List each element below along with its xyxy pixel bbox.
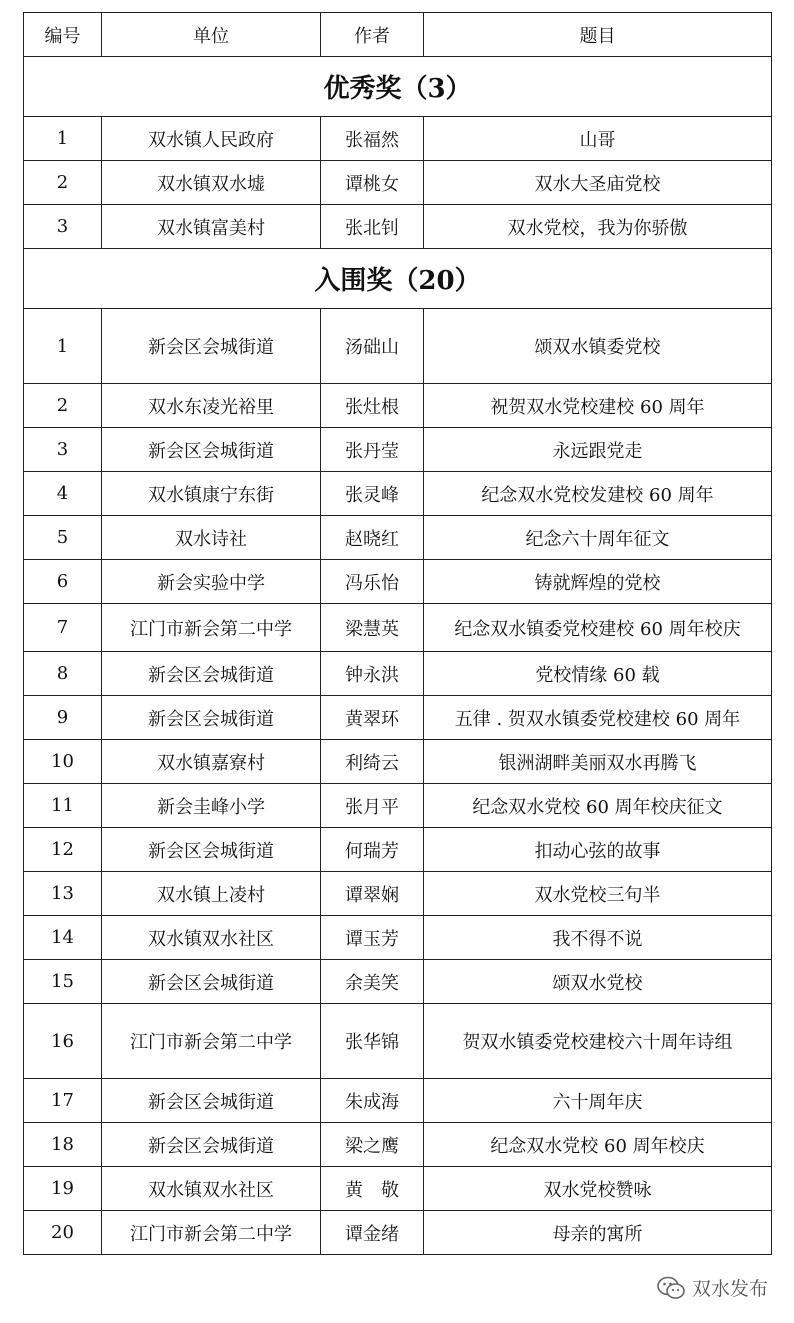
- cell-no: 6: [24, 560, 102, 604]
- cell-author: 冯乐怡: [321, 560, 424, 604]
- cell-unit: 双水镇双水社区: [102, 1167, 321, 1211]
- cell-no: 2: [24, 161, 102, 205]
- cell-no: 20: [24, 1211, 102, 1255]
- cell-no: 10: [24, 740, 102, 784]
- section-heading: 入围奖（20）: [24, 249, 772, 309]
- cell-author: 谭玉芳: [321, 916, 424, 960]
- header-no: 编号: [24, 13, 102, 57]
- cell-unit: 双水镇富美村: [102, 205, 321, 249]
- cell-unit: 江门市新会第二中学: [102, 1211, 321, 1255]
- cell-no: 12: [24, 828, 102, 872]
- cell-unit: 双水镇康宁东街: [102, 472, 321, 516]
- award-table: [23, 12, 772, 1255]
- cell-author: 张福然: [321, 117, 424, 161]
- cell-title: 双水党校三句半: [424, 872, 772, 916]
- table-row: [24, 696, 772, 740]
- table-row: [24, 784, 772, 828]
- cell-title: 祝贺双水党校建校 60 周年: [424, 384, 772, 428]
- table-row: [24, 560, 772, 604]
- cell-unit: 新会圭峰小学: [102, 784, 321, 828]
- cell-no: 11: [24, 784, 102, 828]
- cell-author: 黄翠环: [321, 696, 424, 740]
- cell-unit: 新会区会城街道: [102, 696, 321, 740]
- cell-title: 纪念六十周年征文: [424, 516, 772, 560]
- cell-no: 3: [24, 428, 102, 472]
- cell-unit: 新会区会城街道: [102, 309, 321, 384]
- table-row: [24, 428, 772, 472]
- cell-author: 张北钊: [321, 205, 424, 249]
- cell-unit: 江门市新会第二中学: [102, 1004, 321, 1079]
- section-heading-row: [24, 249, 772, 309]
- cell-unit: 新会区会城街道: [102, 652, 321, 696]
- cell-unit: 双水东凌光裕里: [102, 384, 321, 428]
- table-row: [24, 1123, 772, 1167]
- table-row: [24, 1211, 772, 1255]
- cell-no: 1: [24, 309, 102, 384]
- table-row: [24, 740, 772, 784]
- cell-title: 五律 . 贺双水镇委党校建校 60 周年: [424, 696, 772, 740]
- cell-unit: 双水诗社: [102, 516, 321, 560]
- cell-title: 六十周年庆: [424, 1079, 772, 1123]
- cell-no: 3: [24, 205, 102, 249]
- cell-title: 山哥: [424, 117, 772, 161]
- cell-author: 利绮云: [321, 740, 424, 784]
- cell-title: 颂双水镇委党校: [424, 309, 772, 384]
- cell-no: 9: [24, 696, 102, 740]
- cell-no: 16: [24, 1004, 102, 1079]
- cell-unit: 新会实验中学: [102, 560, 321, 604]
- cell-no: 7: [24, 604, 102, 652]
- table-row: [24, 117, 772, 161]
- cell-unit: 双水镇嘉寮村: [102, 740, 321, 784]
- header-unit: 单位: [102, 13, 321, 57]
- table-row: [24, 205, 772, 249]
- cell-title: 双水党校赞咏: [424, 1167, 772, 1211]
- cell-no: 13: [24, 872, 102, 916]
- cell-title: 铸就辉煌的党校: [424, 560, 772, 604]
- cell-title: 纪念双水镇委党校建校 60 周年校庆: [424, 604, 772, 652]
- cell-unit: 新会区会城街道: [102, 1123, 321, 1167]
- cell-author: 张月平: [321, 784, 424, 828]
- cell-author: 谭金绪: [321, 1211, 424, 1255]
- cell-unit: 新会区会城街道: [102, 960, 321, 1004]
- table-row: [24, 161, 772, 205]
- cell-title: 银洲湖畔美丽双水再腾飞: [424, 740, 772, 784]
- table-row: [24, 1004, 772, 1079]
- cell-author: 余美笑: [321, 960, 424, 1004]
- cell-title: 纪念双水党校 60 周年校庆: [424, 1123, 772, 1167]
- table-row: [24, 384, 772, 428]
- section-heading: 优秀奖（3）: [24, 57, 772, 117]
- cell-no: 15: [24, 960, 102, 1004]
- cell-author: 朱成海: [321, 1079, 424, 1123]
- cell-author: 何瑞芳: [321, 828, 424, 872]
- table-row: [24, 872, 772, 916]
- cell-no: 17: [24, 1079, 102, 1123]
- table-row: [24, 604, 772, 652]
- cell-author: 梁之鹰: [321, 1123, 424, 1167]
- cell-no: 2: [24, 384, 102, 428]
- cell-unit: 双水镇上凌村: [102, 872, 321, 916]
- table-row: [24, 828, 772, 872]
- cell-author: 赵晓红: [321, 516, 424, 560]
- cell-title: 我不得不说: [424, 916, 772, 960]
- cell-unit: 新会区会城街道: [102, 1079, 321, 1123]
- cell-title: 颂双水党校: [424, 960, 772, 1004]
- cell-unit: 新会区会城街道: [102, 428, 321, 472]
- cell-unit: 双水镇人民政府: [102, 117, 321, 161]
- cell-unit: 双水镇双水墟: [102, 161, 321, 205]
- section-heading-row: [24, 57, 772, 117]
- header-row: [24, 13, 772, 57]
- cell-no: 14: [24, 916, 102, 960]
- cell-author: 张华锦: [321, 1004, 424, 1079]
- header-author: 作者: [321, 13, 424, 57]
- cell-author: 张灶根: [321, 384, 424, 428]
- cell-author: 黄 敬: [321, 1167, 424, 1211]
- cell-no: 4: [24, 472, 102, 516]
- table-row: [24, 1079, 772, 1123]
- cell-no: 1: [24, 117, 102, 161]
- cell-no: 5: [24, 516, 102, 560]
- table-row: [24, 652, 772, 696]
- cell-author: 谭桃女: [321, 161, 424, 205]
- cell-author: 张丹莹: [321, 428, 424, 472]
- cell-no: 18: [24, 1123, 102, 1167]
- table-row: [24, 1167, 772, 1211]
- cell-title: 母亲的寓所: [424, 1211, 772, 1255]
- cell-no: 19: [24, 1167, 102, 1211]
- cell-author: 张灵峰: [321, 472, 424, 516]
- table-row: [24, 309, 772, 384]
- cell-unit: 新会区会城街道: [102, 828, 321, 872]
- cell-title: 永远跟党走: [424, 428, 772, 472]
- wechat-icon: [656, 1275, 686, 1301]
- cell-author: 梁慧英: [321, 604, 424, 652]
- cell-no: 8: [24, 652, 102, 696]
- cell-unit: 江门市新会第二中学: [102, 604, 321, 652]
- watermark: [656, 1274, 768, 1301]
- cell-author: 汤础山: [321, 309, 424, 384]
- cell-title: 纪念双水党校发建校 60 周年: [424, 472, 772, 516]
- cell-unit: 双水镇双水社区: [102, 916, 321, 960]
- cell-author: 钟永洪: [321, 652, 424, 696]
- table-row: [24, 516, 772, 560]
- cell-title: 党校情缘 60 载: [424, 652, 772, 696]
- watermark-text: 双水发布: [691, 1278, 768, 1300]
- cell-title: 贺双水镇委党校建校六十周年诗组: [424, 1004, 772, 1079]
- cell-title: 纪念双水党校 60 周年校庆征文: [424, 784, 772, 828]
- cell-title: 双水党校，我为你骄傲: [424, 205, 772, 249]
- table-row: [24, 916, 772, 960]
- table-row: [24, 472, 772, 516]
- table-row: [24, 960, 772, 1004]
- cell-author: 谭翠娴: [321, 872, 424, 916]
- header-title: 题目: [424, 13, 772, 57]
- cell-title: 扣动心弦的故事: [424, 828, 772, 872]
- cell-title: 双水大圣庙党校: [424, 161, 772, 205]
